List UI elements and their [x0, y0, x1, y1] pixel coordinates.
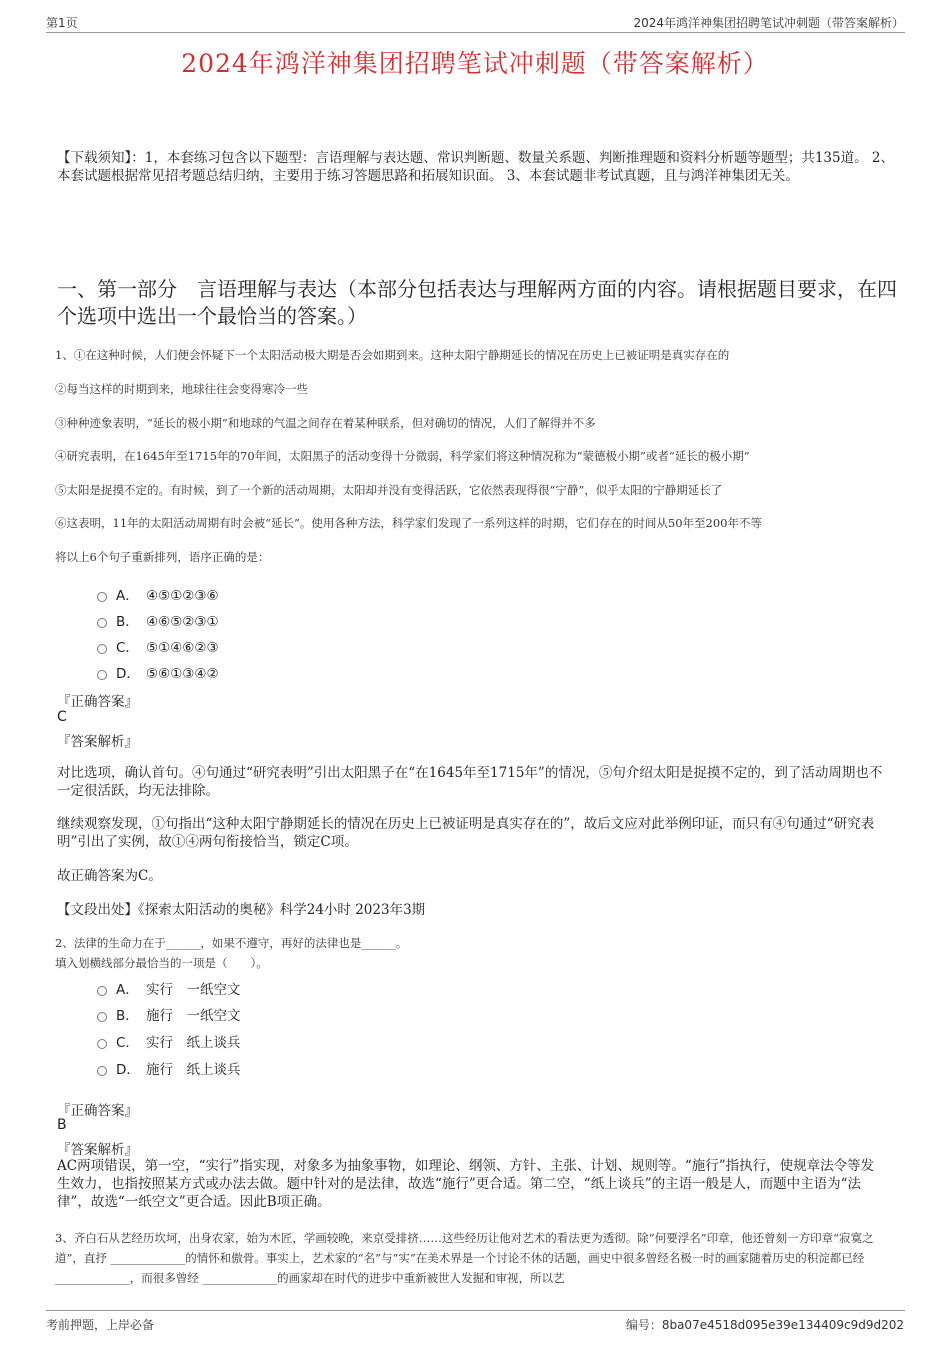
q2-answer-label: 『正确答案』 — [57, 1103, 138, 1119]
section-heading: 一、第一部分 言语理解与表达（本部分包括表达与理解两方面的内容。请根据题目要求，在四个选项中选出一个最恰当的答案。） — [57, 277, 897, 328]
option-text: ⑤⑥①③④② — [146, 666, 219, 682]
option-text: ④⑤①②③⑥ — [146, 588, 219, 604]
q2-option-d[interactable] — [97, 1058, 241, 1078]
option-key: C． — [116, 640, 139, 656]
radio-icon[interactable] — [97, 592, 107, 602]
option-text: 实行 纸上谈兵 — [146, 1035, 241, 1051]
option-text: 实行 一纸空文 — [146, 982, 241, 998]
radio-icon[interactable] — [97, 986, 107, 996]
q1-option-a[interactable] — [97, 584, 219, 604]
q2-answer: B — [57, 1117, 67, 1133]
page-title: 2024年鸿洋神集团招聘笔试冲刺题（带答案解析） — [181, 49, 769, 78]
header-divider — [46, 32, 905, 33]
option-key: B． — [116, 614, 139, 630]
option-key: C． — [116, 1035, 139, 1051]
q2-option-a[interactable] — [97, 978, 241, 998]
q2-instruction: 填入划横线部分最恰当的一项是（ ）。 — [55, 956, 268, 970]
q1-analysis-conclusion: 故正确答案为C。 — [57, 868, 162, 884]
footer-slogan: 考前押题，上岸必备 — [46, 1318, 155, 1332]
q1-sentence-6: ⑥这表明，11年的太阳活动周期有时会被“延长”。使用各种方法，科学家们发现了一系列这样的时期，它们存在的时间从50年至200年不等 — [55, 516, 762, 530]
q1-option-d[interactable] — [97, 662, 219, 682]
q1-sentence-5: ⑤太阳是捉摸不定的。有时候，到了一个新的活动周期，太阳却并没有变得活跃，它依然表现得很“宁静”，似乎太阳的宁静期延长了 — [55, 483, 723, 497]
option-key: D． — [116, 666, 140, 682]
header-doc-title: 2024年鸿洋神集团招聘笔试冲刺题（带答案解析） — [633, 16, 904, 30]
q1-option-b[interactable] — [97, 610, 219, 630]
q2-option-b[interactable] — [97, 1004, 241, 1024]
q1-analysis-para-1: 对比选项，确认首句。④句通过“研究表明”引出太阳黑子在“在1645年至1715年”的情况，⑤句介绍太阳是捉摸不定的，到了活动周期也不一定很活跃，均无法排除。 — [57, 765, 883, 799]
q1-answer: C — [57, 709, 67, 725]
radio-icon[interactable] — [97, 1039, 107, 1049]
option-text: ④⑥⑤②③① — [146, 614, 219, 630]
option-text: 施行 纸上谈兵 — [146, 1062, 241, 1078]
q1-instruction: 将以上6个句子重新排列，语序正确的是： — [55, 550, 270, 564]
footer-divider — [46, 1310, 905, 1311]
radio-icon[interactable] — [97, 1066, 107, 1076]
option-key: A． — [116, 588, 139, 604]
q1-analysis-para-2: 继续观察发现，①句指出“这种太阳宁静期延长的情况在历史上已被证明是真实存在的”，故后文应对此举例印证，而只有④句通过“研究表明”引出了实例，故①④两句衔接恰当，锁定C项。 — [57, 816, 875, 850]
option-key: D． — [116, 1062, 140, 1078]
q1-sentence-4: ④研究表明，在1645年至1715年的70年间，太阳黑子的活动变得十分微弱，科学家们将这种情况称为“蒙德极小期”或者“延长的极小期” — [55, 449, 750, 463]
option-key: A． — [116, 982, 139, 998]
q1-source: 【文段出处】《探索太阳活动的奥秘》科学24小时 2023年3期 — [57, 902, 426, 918]
q1-answer-label: 『正确答案』 — [57, 694, 138, 710]
download-notice: 【下载须知】：1，本套练习包含以下题型：言语理解与表达题、常识判断题、数量关系题、判断推理题和资料分析题等题型；共135道。 2、本套试题根据常见招考题总结归纳，主要用于练习答题思路和拓展知识面。 3、本套试题非考试真题，且与鸿洋神集团无关。 — [57, 150, 894, 184]
q2-analysis-label: 『答案解析』 — [57, 1142, 138, 1158]
q1-sentence-2: ②每当这样的时期到来，地球往往会变得寒冷一些 — [55, 382, 308, 396]
q2-analysis: AC两项错误，第一空，“实行”指实现，对象多为抽象事物，如理论、纲领、方针、主张、计划、规则等。“施行”指执行，使规章法令等发生效力，也指按照某方式或办法去做。题中针对的是法律，故选“施行”更合适。第二空，“纸上谈兵”的主语一般是人，而题中主语为“法律”，故选“一纸空文”更合适。因此B项正确。 — [57, 1158, 875, 1210]
radio-icon[interactable] — [97, 670, 107, 680]
radio-icon[interactable] — [97, 1012, 107, 1022]
footer-doc-id: 编号：8ba07e4518d095e39e134409c9d9d202 — [625, 1318, 904, 1332]
q3-text: 3、齐白石从艺经历坎坷，出身农家，始为木匠，学画较晚，来京受排挤……这些经历让他对艺术的看法更为透彻。除“何要浮名”印章，他还曾刻一方印章“寂寞之道”，直抒 _____________的情怀和傲骨。事实上，艺术家的“名”与“实”在美术界是一个讨论不休的话题，画史中很多曾经名极一时的画家随着历史的积淀都已经 _____________，而很多曾经 _____________的画家却在时代的进步中重新被世人发掘和审视，所以艺 — [55, 1231, 874, 1285]
page-number: 第1页 — [46, 16, 78, 30]
option-text: 施行 一纸空文 — [146, 1008, 241, 1024]
q1-sentence-3: ③种种迹象表明，“延长的极小期”和地球的气温之间存在着某种联系，但对确切的情况，人们了解得并不多 — [55, 416, 596, 430]
q1-option-c[interactable] — [97, 636, 219, 656]
option-key: B． — [116, 1008, 139, 1024]
q2-stem: 2、法律的生命力在于______，如果不遵守，再好的法律也是______。 — [55, 936, 408, 950]
q1-analysis-label: 『答案解析』 — [57, 734, 138, 750]
q1-sentence-1: 1、①在这种时候，人们便会怀疑下一个太阳活动极大期是否会如期到来。这种太阳宁静期延长的情况在历史上已被证明是真实存在的 — [55, 348, 730, 362]
q2-option-c[interactable] — [97, 1031, 241, 1051]
radio-icon[interactable] — [97, 644, 107, 654]
option-text: ⑤①④⑥②③ — [146, 640, 219, 656]
radio-icon[interactable] — [97, 618, 107, 628]
